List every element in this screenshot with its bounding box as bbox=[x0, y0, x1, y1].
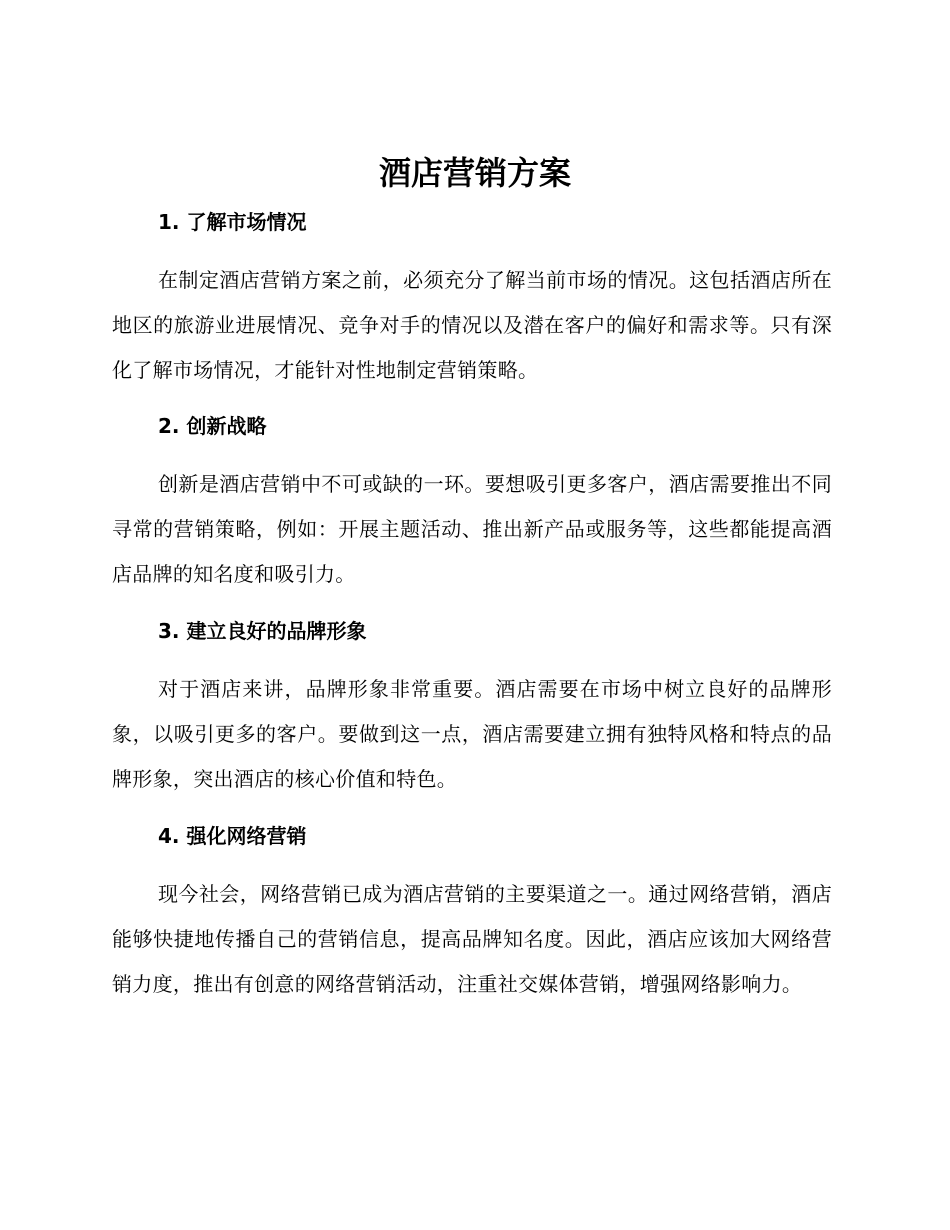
section-paragraph: 现今社会，网络营销已成为酒店营销的主要渠道之一。通过网络营销，酒店能够快捷地传播自己的营销信息，提高品牌知名度。因此，酒店应该加大网络营销力度，推出有创意的网络营销活动，注重社交媒体营销，增强网络影响力。 bbox=[112, 882, 832, 996]
document-title: 酒店营销方案 bbox=[378, 154, 571, 192]
section-paragraph: 创新是酒店营销中不可或缺的一环。要想吸引更多客户，酒店需要推出不同寻常的营销策略，例如：开展主题活动、推出新产品或服务等，这些都能提高酒店品牌的知名度和吸引力。 bbox=[112, 472, 832, 586]
section-brand-image bbox=[112, 617, 832, 802]
section-paragraph: 在制定酒店营销方案之前，必须充分了解当前市场的情况。这包括酒店所在地区的旅游业进展情况、竞争对手的情况以及潜在客户的偏好和需求等。只有深化了解市场情况，才能针对性地制定营销策略。 bbox=[112, 268, 832, 382]
section-heading: 2. 创新战略 bbox=[158, 414, 267, 438]
section-paragraph: 对于酒店来讲，品牌形象非常重要。酒店需要在市场中树立良好的品牌形象，以吸引更多的客户。要做到这一点，酒店需要建立拥有独特风格和特点的品牌形象，突出酒店的核心价值和特色。 bbox=[112, 677, 832, 791]
section-heading: 4. 强化网络营销 bbox=[158, 824, 307, 848]
section-understand-market bbox=[112, 208, 832, 393]
section-online-marketing bbox=[112, 822, 832, 1007]
section-innovation-strategy bbox=[112, 412, 832, 597]
section-heading: 3. 建立良好的品牌形象 bbox=[158, 619, 367, 643]
section-heading: 1. 了解市场情况 bbox=[158, 210, 307, 234]
